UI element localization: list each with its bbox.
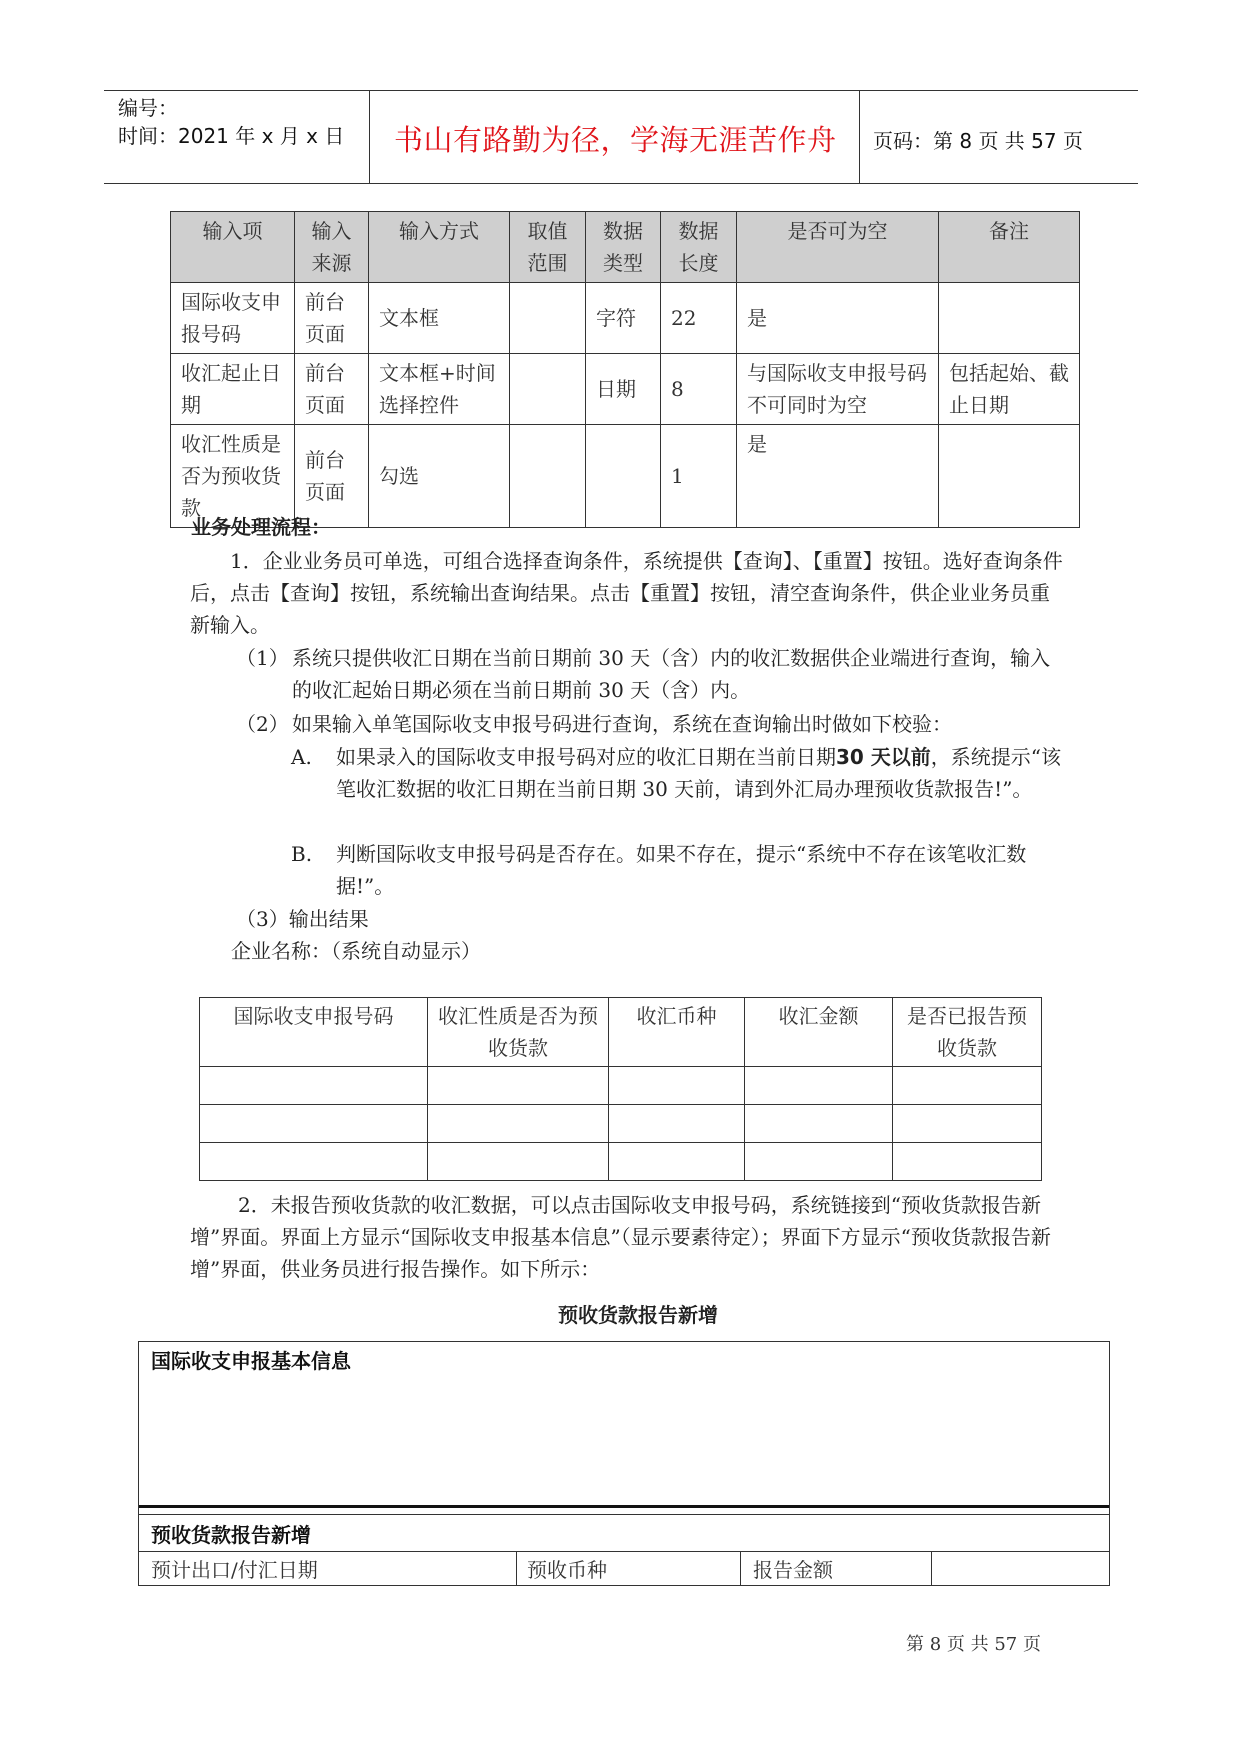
input-spec-table	[170, 211, 1080, 528]
subitem-a-text-pre: 如果录入的国际收支申报号码对应的收汇日期在当前日期	[336, 745, 836, 769]
table-cell	[893, 1143, 1042, 1181]
header-divider-right	[859, 90, 860, 183]
column-header: 收汇性质是否为预收货款	[428, 998, 609, 1067]
process-subitem-b-marker: B.	[291, 842, 313, 866]
section-divider	[139, 1505, 1109, 1508]
header-motto: 书山有路勤为径，学海无涯苦作舟	[394, 123, 837, 157]
subitem-a-text-post: ，系统提示“该笔收汇数据的收汇日期在当前日期 30 天前，请到外汇局办理预收货款报告!”。	[336, 745, 1062, 801]
column-header: 是否可为空	[737, 212, 939, 283]
table-cell: 包括起始、截止日期	[939, 354, 1080, 425]
process-item-1: 系统只提供收汇日期在当前日期前 30 天（含）内的收汇数据供企业端进行查询，输入的收汇起始日期必须在当前日期前 30 天（含）内。	[292, 646, 1051, 702]
process-subitem-a-marker: A.	[291, 745, 312, 769]
table-header-row	[200, 998, 1042, 1067]
column-header: 收汇金额	[745, 998, 893, 1067]
table-cell	[609, 1105, 745, 1143]
table-cell	[200, 1143, 428, 1181]
header-divider-left	[369, 90, 370, 183]
table-cell	[939, 283, 1080, 354]
table-cell: 前台页面	[295, 354, 369, 425]
column-header: 数据长度	[661, 212, 737, 283]
header-time-label: 时间：2021 年 x 月 x 日	[118, 124, 345, 148]
table-cell	[428, 1143, 609, 1181]
field-expected-date-label: 预计出口/付汇日期	[151, 1558, 318, 1582]
table-cell	[609, 1143, 745, 1181]
table-cell	[510, 425, 586, 528]
table-cell	[200, 1105, 428, 1143]
company-name-label: 企业名称：（系统自动显示）	[231, 939, 481, 963]
table-cell: 收汇性质是否为预收货款	[171, 425, 295, 528]
table-header-row	[171, 212, 1080, 283]
subitem-a-bold-text: 30 天以前	[836, 745, 931, 769]
row-divider	[139, 1551, 1109, 1552]
table-cell: 前台页面	[295, 425, 369, 528]
table-cell: 勾选	[369, 425, 510, 528]
process-paragraph-2	[190, 1189, 1067, 1285]
table-cell	[893, 1067, 1042, 1105]
column-header: 输入来源	[295, 212, 369, 283]
table-cell: 是	[737, 283, 939, 354]
table-row	[200, 1067, 1042, 1105]
table-cell: 文本框+时间选择控件	[369, 354, 510, 425]
output-result-table	[199, 997, 1042, 1181]
header-bottom-rule	[104, 183, 1138, 184]
process-item-2-number: （2）	[236, 712, 289, 736]
table-cell: 是	[737, 425, 939, 528]
column-header: 是否已报告预收货款	[893, 998, 1042, 1067]
table-cell: 8	[661, 354, 737, 425]
table-cell	[510, 354, 586, 425]
table-cell: 国际收支申报号码	[171, 283, 295, 354]
table-cell	[745, 1143, 893, 1181]
process-item-2: 如果输入单笔国际收支申报号码进行查询，系统在查询输出时做如下校验：	[292, 712, 952, 736]
column-header: 输入方式	[369, 212, 510, 283]
table-cell: 日期	[586, 354, 661, 425]
header-page-label: 页码：第 8 页 共 57 页	[873, 129, 1083, 153]
column-header: 收汇币种	[609, 998, 745, 1067]
table-row	[200, 1105, 1042, 1143]
table-cell: 收汇起止日期	[171, 354, 295, 425]
table-cell: 前台页面	[295, 283, 369, 354]
field-currency-label: 预收币种	[527, 1558, 607, 1582]
table-cell	[939, 425, 1080, 528]
process-paragraph-1	[190, 545, 1067, 641]
column-header: 输入项	[171, 212, 295, 283]
header-number-label: 编号：	[118, 96, 178, 120]
paragraph-text: 2．未报告预收货款的收汇数据，可以点击国际收支申报号码，系统链接到“预收货款报告新增”界面。界面上方显示“国际收支申报基本信息”（显示要素待定）；界面下方显示“预收货款报告新增”界面，供业务员进行报告操作。如下所示：	[190, 1193, 1051, 1281]
column-header: 国际收支申报号码	[200, 998, 428, 1067]
field-divider	[931, 1551, 932, 1585]
process-subitem-b: 判断国际收支申报号码是否存在。如果不存在，提示“系统中不存在该笔收汇数据!”。	[336, 842, 1027, 898]
table-cell	[745, 1067, 893, 1105]
column-header: 备注	[939, 212, 1080, 283]
section-basic-info-title: 国际收支申报基本信息	[151, 1349, 351, 1373]
table-cell: 与国际收支申报号码不可同时为空	[737, 354, 939, 425]
table-cell: 1	[661, 425, 737, 528]
section-new-report-title: 预收货款报告新增	[151, 1523, 311, 1547]
table-cell	[428, 1067, 609, 1105]
section-divider-thin	[139, 1514, 1109, 1515]
table-row	[200, 1143, 1042, 1181]
process-title: 业务处理流程：	[191, 515, 331, 539]
page-footer: 第 8 页 共 57 页	[906, 1634, 1041, 1655]
table-row	[171, 283, 1080, 354]
table-cell: 字符	[586, 283, 661, 354]
header-top-rule	[104, 90, 1138, 91]
report-form-box	[138, 1341, 1110, 1586]
field-amount-label: 报告金额	[753, 1558, 833, 1582]
form-title: 预收货款报告新增	[558, 1303, 718, 1327]
table-cell	[200, 1067, 428, 1105]
process-subitem-a	[336, 741, 1067, 805]
table-cell	[586, 425, 661, 528]
table-cell: 文本框	[369, 283, 510, 354]
table-cell	[510, 283, 586, 354]
process-item-1-number: （1）	[236, 646, 289, 670]
table-cell	[428, 1105, 609, 1143]
table-cell	[609, 1067, 745, 1105]
table-cell	[745, 1105, 893, 1143]
field-divider	[516, 1551, 517, 1585]
table-row	[171, 354, 1080, 425]
column-header: 取值范围	[510, 212, 586, 283]
field-divider	[740, 1551, 741, 1585]
paragraph-text: 1．企业业务员可单选，可组合选择查询条件，系统提供【查询】、【重置】按钮。选好查询条件后，点击【查询】按钮，系统输出查询结果。点击【重置】按钮，清空查询条件，供企业业务员重新输入。	[190, 549, 1063, 637]
column-header: 数据类型	[586, 212, 661, 283]
table-cell	[893, 1105, 1042, 1143]
process-item-3: （3）输出结果	[236, 907, 369, 931]
table-cell: 22	[661, 283, 737, 354]
